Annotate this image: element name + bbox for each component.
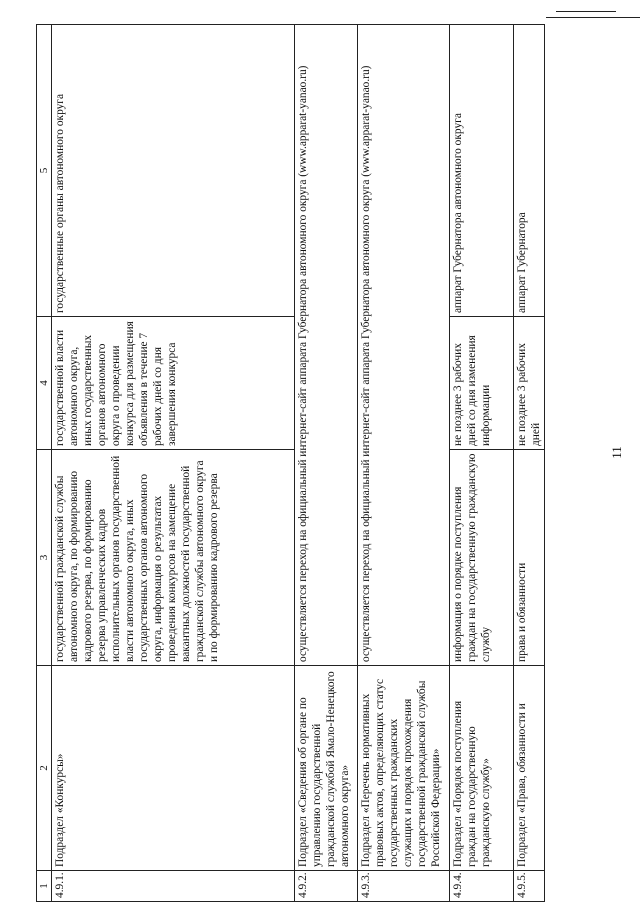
section-name: Подраздел «Порядок поступления граждан на государственную гражданскую службу»: [450, 666, 514, 871]
content-description: информация о порядке поступления граждан на государственную гражданскую службу: [450, 450, 514, 666]
page-number: 11: [609, 446, 624, 459]
row-number: 4.9.2.: [295, 871, 358, 902]
table-row: [358, 25, 450, 902]
deadline: государственной власти автономного округа, иных государственных органов автономного округа о проведении конкурса для размещения объявления в течение 7 рабочих дней со дня завершения конкурса: [52, 317, 295, 450]
merged-note: осуществляется переход на официальный интернет-сайт аппарата Губернатора автономного округа (www.apparat-yanao.ru): [295, 25, 358, 666]
row-number: 4.9.4.: [450, 871, 514, 902]
corner-rule: [556, 11, 616, 12]
document-table: [36, 24, 545, 902]
table-row: [450, 25, 514, 902]
responsible-body: аппарат Губернатора: [514, 25, 545, 317]
merged-note: осуществляется переход на официальный интернет-сайт аппарата Губернатора автономного округа (www.apparat-yanao.ru): [358, 25, 450, 666]
section-name: Подраздел «Права, обязанности и: [514, 666, 545, 871]
responsible-body: государственные органы автономного округа: [52, 25, 295, 317]
table-row: [52, 25, 295, 902]
section-name: Подраздел «Конкурсы»: [52, 666, 295, 871]
table-row: [514, 25, 545, 902]
corner-rule: [546, 17, 640, 18]
table-header-row: [37, 25, 52, 902]
deadline: не позднее 3 рабочих дней со дня изменения информации: [450, 317, 514, 450]
row-number: 4.9.5.: [514, 871, 545, 902]
header-cell: 5: [37, 25, 52, 317]
content-description: государственной гражданской службы автономного округа, по формированию кадрового резерва, по формированию резерва управленческих кадров исполнительных органов государственной власти автономного округа, иных государственных органов автономного округа, информация о результатах проведения конкурсов на замещение вакантных должностей государственной гражданской службы автономного округа и по формированию кадрового резерва: [52, 450, 295, 666]
header-cell: 4: [37, 317, 52, 450]
section-name: Подраздел «Сведения об органе по управлению государственной гражданской службой Ямало-Ненецкого автономного округа»: [295, 666, 358, 871]
header-cell: 1: [37, 871, 52, 902]
header-cell: 3: [37, 450, 52, 666]
header-cell: 2: [37, 666, 52, 871]
responsible-body: аппарат Губернатора автономного округа: [450, 25, 514, 317]
row-number: 4.9.1.: [52, 871, 295, 902]
row-number: 4.9.3.: [358, 871, 450, 902]
content-description: права и обязанности: [514, 450, 545, 666]
table-row: [295, 25, 358, 902]
deadline: не позднее 3 рабочих дней: [514, 317, 545, 450]
section-name: Подраздел «Перечень нормативных правовых актов, определяющих статус государственных гражданских служащих и порядок прохождения государственной гражданской службы Российской Федерации»: [358, 666, 450, 871]
